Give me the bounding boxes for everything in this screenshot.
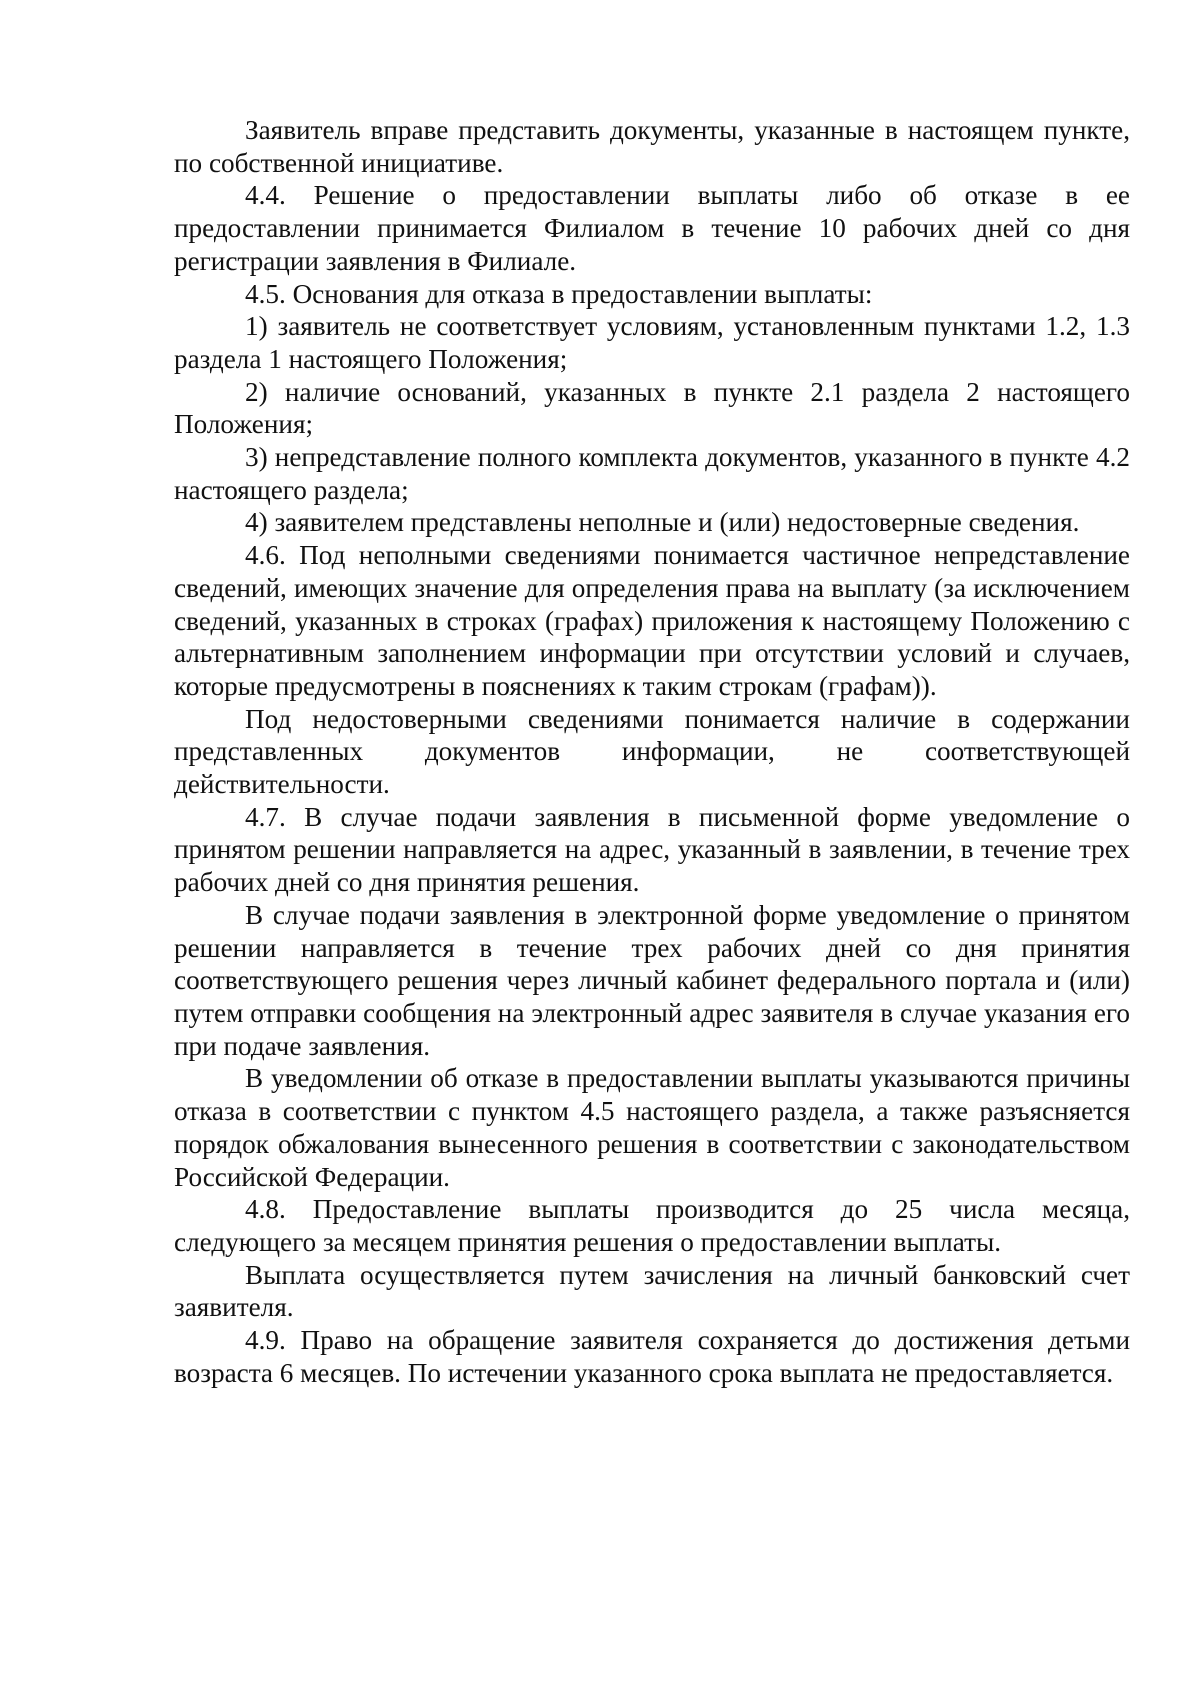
list-item-3: 3) непредставление полного комплекта документов, указанного в пункте 4.2 настоящего раздела; xyxy=(174,442,1130,505)
paragraph-4-7: 4.7. В случае подачи заявления в письменной форме уведомление о принятом решении направляется на адрес, указанный в заявлении, в течение трех рабочих дней со дня принятия решения. xyxy=(174,801,1130,898)
paragraph-electronic-form: В случае подачи заявления в электронной форме уведомление о принятом решении направляется в течение трех рабочих дней со дня принятия соответствующего решения через личный кабинет федерального портала и (или) путем отправки сообщения на электронный адрес заявителя в случае указания его при подаче заявления. xyxy=(174,899,1130,1061)
paragraph-applicant-initiative: Заявитель вправе представить документы, указанные в настоящем пункте, по собственной инициативе. xyxy=(174,115,1130,178)
list-item-2: 2) наличие оснований, указанных в пункте 2.1 раздела 2 настоящего Положения; xyxy=(174,376,1130,440)
list-item-4: 4) заявителем представлены неполные и (или) недостоверные сведения. xyxy=(245,507,1080,538)
paragraph-4-4: 4.4. Решение о предоставлении выплаты либо об отказе в ее предоставлении принимается Филиалом в течение 10 рабочих дней со дня регистрации заявления в Филиале. xyxy=(174,180,1130,276)
paragraph-4-9: 4.9. Право на обращение заявителя сохраняется до достижения детьми возраста 6 месяцев. По истечении указанного срока выплата не предоставляется. xyxy=(174,1325,1130,1388)
paragraph-payment-method: Выплата осуществляется путем зачисления на личный банковский счет заявителя. xyxy=(174,1259,1130,1323)
document-body xyxy=(174,114,1130,1389)
list-item-1: 1) заявитель не соответствует условиям, установленным пунктами 1.2, 1.3 раздела 1 настоящего Положения; xyxy=(174,311,1130,374)
paragraph-4-5: 4.5. Основания для отказа в предоставлении выплаты: xyxy=(245,278,873,309)
paragraph-refusal-notice: В уведомлении об отказе в предоставлении выплаты указываются причины отказа в соответствии с пунктом 4.5 настоящего раздела, а также разъясняется порядок обжалования вынесенного решения в соответствии с законодательством Российской Федерации. xyxy=(174,1063,1130,1192)
paragraph-unreliable-info: Под недостоверными сведениями понимается наличие в содержании представленных документов информации, не соответствующей действительности. xyxy=(174,703,1130,800)
paragraph-4-6: 4.6. Под неполными сведениями понимается частичное непредставление сведений, имеющих значение для определения права на выплату (за исключением сведений, указанных в строках (графах) приложения к настоящему Положению с альтернативным заполнением информации при отсутствии условий и случаев, которые предусмотрены в пояснениях к таким строкам (графам)). xyxy=(174,540,1130,701)
paragraph-4-8: 4.8. Предоставление выплаты производится до 25 числа месяца, следующего за месяцем принятия решения о предоставлении выплаты. xyxy=(174,1194,1130,1257)
